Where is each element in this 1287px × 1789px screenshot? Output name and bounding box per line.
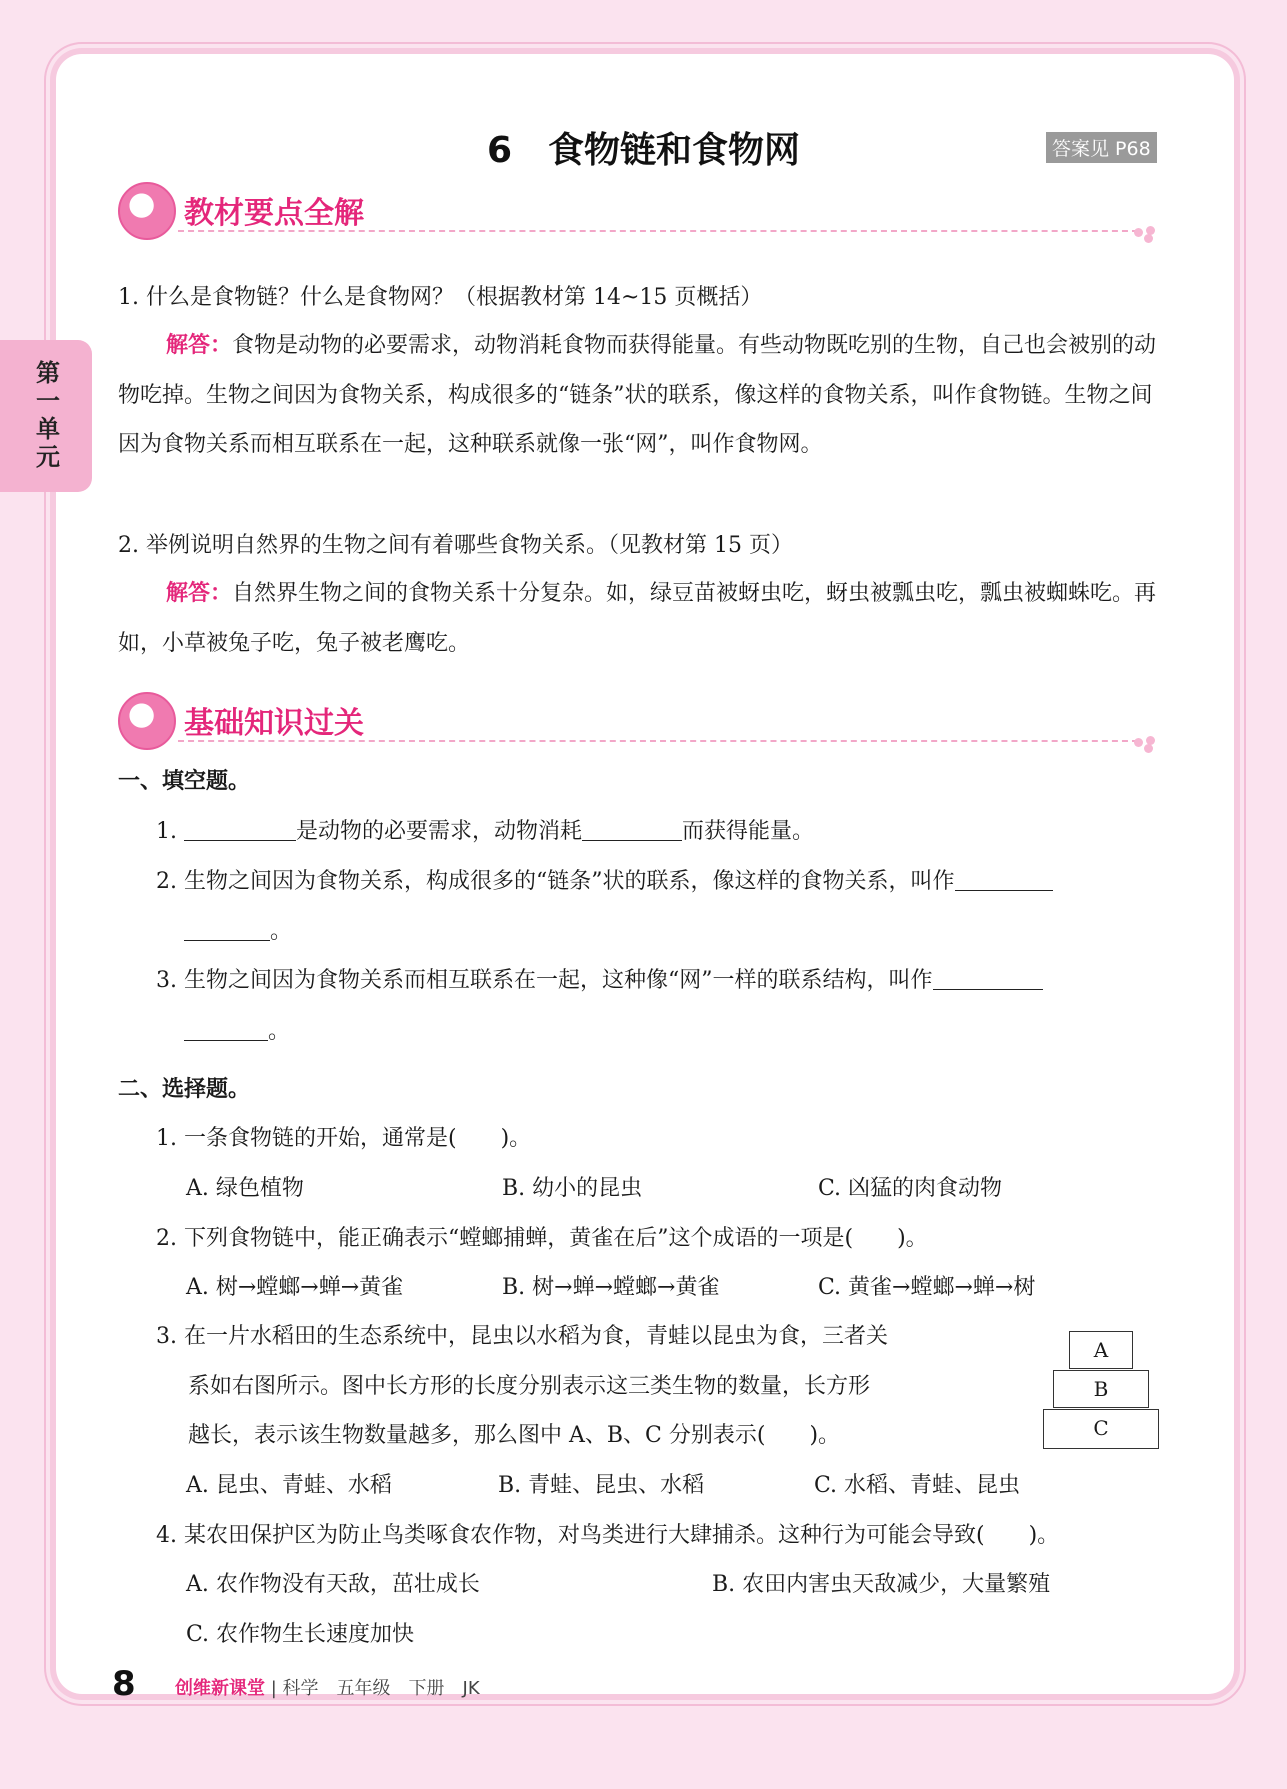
section-header-key-points xyxy=(118,182,1158,236)
answer-blank[interactable] xyxy=(582,818,682,841)
brand-name: 创维新课堂 xyxy=(175,1678,265,1699)
answer-2 xyxy=(118,569,1158,668)
footer-info xyxy=(175,1674,480,1700)
option-c[interactable]: C. 农作物生长速度加快 xyxy=(186,1622,415,1647)
option-c[interactable]: C. 黄雀→螳螂→蝉→树 xyxy=(818,1275,1036,1300)
question-text: 下列食物链中，能正确表示“螳螂捕蝉，黄雀在后”这个成语的一项是( )。 xyxy=(184,1226,928,1251)
question-text: 。 xyxy=(270,919,293,944)
box-c: C xyxy=(1043,1409,1159,1449)
answer-blank[interactable] xyxy=(955,868,1053,891)
section-divider xyxy=(178,740,1138,742)
book-info: | 科学 五年级 下册 JK xyxy=(270,1678,480,1699)
fill-question-2-cont xyxy=(184,917,292,947)
answer-label: 解答： xyxy=(166,581,233,606)
option-b[interactable]: B. 幼小的昆虫 xyxy=(502,1176,643,1201)
option-b[interactable]: B. 农田内害虫天敌减少，大量繁殖 xyxy=(712,1572,1051,1597)
question-2: 2. 举例说明自然界的生物之间有着哪些食物关系。（见教材第 15 页） xyxy=(118,533,793,558)
box-a: A xyxy=(1069,1331,1133,1369)
unit-label: 第一单元 xyxy=(31,360,60,472)
answer-blank[interactable] xyxy=(184,918,270,941)
part-fill-blank-heading: 一、填空题。 xyxy=(118,769,251,794)
question-1: 1. 什么是食物链？什么是食物网？（根据教材第 14~15 页概括） xyxy=(118,285,763,310)
option-b[interactable]: B. 青蛙、昆虫、水稻 xyxy=(498,1473,705,1498)
question-number: 2. xyxy=(156,869,177,894)
option-a[interactable]: A. 树→螳螂→蝉→黄雀 xyxy=(186,1275,404,1300)
question-text: 在一片水稻田的生态系统中，昆虫以水稻为食，青蛙以昆虫为食，三者关 xyxy=(184,1324,889,1349)
box-b: B xyxy=(1053,1370,1149,1408)
option-b[interactable]: B. 树→蝉→螳螂→黄雀 xyxy=(502,1275,720,1300)
section-header-basics xyxy=(118,692,1158,746)
section-divider xyxy=(178,230,1138,232)
question-text: 生物之间因为食物关系而相互联系在一起，这种像“网”一样的联系结构，叫作 xyxy=(184,968,933,993)
answer-blank[interactable] xyxy=(184,818,296,841)
section-title: 基础知识过关 xyxy=(184,706,364,741)
page-title: 6 食物链和食物网 xyxy=(486,130,801,171)
question-text: 。 xyxy=(268,1019,291,1044)
choice-question-3 xyxy=(156,1322,888,1352)
fill-question-2 xyxy=(156,867,1053,897)
unit-side-tab xyxy=(0,340,92,492)
answer-blank[interactable] xyxy=(933,967,1043,990)
option-a[interactable]: A. 农作物没有天敌，茁壮成长 xyxy=(186,1572,480,1597)
fill-question-3-cont xyxy=(184,1017,290,1047)
choice-question-3-line2: 系如右图所示。图中长方形的长度分别表示这三类生物的数量，长方形 xyxy=(188,1374,871,1399)
answer-reference-badge: 答案见 P68 xyxy=(1046,132,1157,163)
dots-decoration-icon xyxy=(1134,226,1158,240)
question-text: 某农田保护区为防止鸟类啄食农作物，对鸟类进行大肆捕杀。这种行为可能会导致( )。 xyxy=(184,1523,1060,1548)
question-text: 生物之间因为食物关系，构成很多的“链条”状的联系，像这样的食物关系，叫作 xyxy=(184,869,955,894)
answer-label: 解答： xyxy=(166,333,233,358)
option-c[interactable]: C. 凶猛的肉食动物 xyxy=(818,1176,1003,1201)
choice-question-4 xyxy=(156,1521,1059,1551)
book-mascot-icon xyxy=(118,182,176,240)
question-number: 3. xyxy=(156,1324,177,1349)
question-text: 而获得能量。 xyxy=(682,819,815,844)
question-number: 1. xyxy=(156,1126,177,1151)
section-title: 教材要点全解 xyxy=(184,196,364,231)
mascot-icon xyxy=(118,692,176,750)
question-text: 是动物的必要需求，动物消耗 xyxy=(296,819,583,844)
part-choice-heading: 二、选择题。 xyxy=(118,1077,251,1102)
option-a[interactable]: A. 昆虫、青蛙、水稻 xyxy=(186,1473,392,1498)
answer-1 xyxy=(118,321,1158,470)
fill-question-1 xyxy=(156,817,814,847)
question-number: 4. xyxy=(156,1523,177,1548)
dots-decoration-icon xyxy=(1134,736,1158,750)
option-a[interactable]: A. 绿色植物 xyxy=(186,1176,304,1201)
fill-question-3 xyxy=(156,966,1043,996)
choice-question-2 xyxy=(156,1224,928,1254)
question-number: 1. xyxy=(156,819,177,844)
answer-text: 食物是动物的必要需求，动物消耗食物而获得能量。有些动物既吃别的生物，自己也会被别的动物吃掉。生物之间因为食物关系，构成很多的“链条”状的联系，像这样的食物关系，叫作食物链。生物之间因为食物关系而相互联系在一起，这种联系就像一张“网”，叫作食物网。 xyxy=(118,333,1157,457)
choice-question-1 xyxy=(156,1124,531,1154)
choice-question-3-line3: 越长，表示该生物数量越多，那么图中 A、B、C 分别表示( )。 xyxy=(188,1423,841,1448)
question-text: 一条食物链的开始，通常是( )。 xyxy=(184,1126,532,1151)
question-number: 3. xyxy=(156,968,177,993)
question-number: 2. xyxy=(156,1226,177,1251)
answer-text: 自然界生物之间的食物关系十分复杂。如，绿豆苗被蚜虫吃，蚜虫被瓢虫吃，瓢虫被蜘蛛吃。再如，小草被兔子吃，兔子被老鹰吃。 xyxy=(118,581,1157,656)
option-c[interactable]: C. 水稻、青蛙、昆虫 xyxy=(814,1473,1021,1498)
answer-blank[interactable] xyxy=(184,1018,268,1041)
page-number: 8 xyxy=(112,1664,136,1704)
